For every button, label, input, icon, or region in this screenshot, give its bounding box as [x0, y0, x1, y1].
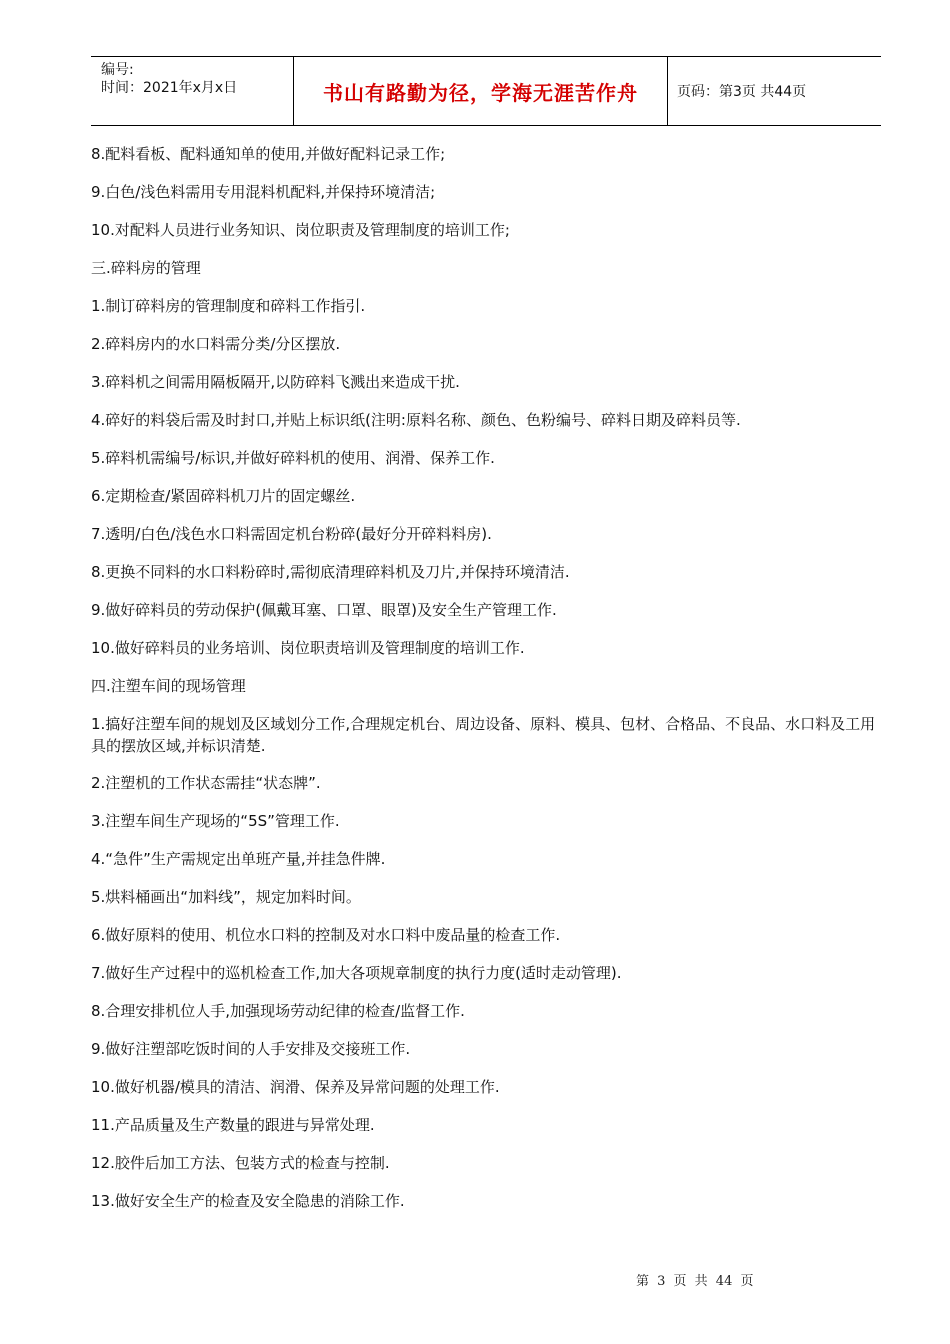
list-item: 7.做好生产过程中的巡机检查工作,加大各项规章制度的执行力度(适时走动管理).: [91, 964, 622, 982]
list-item: 5.烘料桶画出“加料线”，规定加料时间。: [91, 888, 361, 906]
section-heading: 四.注塑车间的现场管理: [91, 677, 246, 695]
page-info: 页码：第3页 共44页: [677, 84, 807, 100]
list-item: 3.注塑车间生产现场的“5S”管理工作.: [91, 812, 340, 830]
list-item: 11.产品质量及生产数量的跟进与异常处理.: [91, 1116, 375, 1134]
list-item: 2.碎料房内的水口料需分类/分区摆放.: [91, 335, 341, 353]
list-item: 2.注塑机的工作状态需挂“状态牌”.: [91, 774, 321, 792]
list-item: 10.对配料人员进行业务知识、岗位职责及管理制度的培训工作;: [91, 221, 510, 239]
list-item: 6.做好原料的使用、机位水口料的控制及对水口料中废品量的检查工作.: [91, 926, 561, 944]
list-item: 4.“急件”生产需规定出单班产量,并挂急件牌.: [91, 850, 386, 868]
list-item: 7.透明/白色/浅色水口料需固定机台粉碎(最好分开碎料料房).: [91, 525, 492, 543]
list-item: 1.制订碎料房的管理制度和碎料工作指引.: [91, 297, 366, 315]
header-meta: [91, 57, 293, 125]
header-page-cell: [667, 57, 881, 125]
list-item: 12.胶件后加工方法、包装方式的检查与控制.: [91, 1154, 390, 1172]
time-label: 时间：2021年x月x日: [101, 80, 238, 96]
list-item: 5.碎料机需编号/标识,并做好碎料机的使用、润滑、保养工作.: [91, 449, 495, 467]
header-motto-cell: [293, 57, 668, 125]
list-item: 13.做好安全生产的检查及安全隐患的消除工作.: [91, 1192, 405, 1210]
document-header: [91, 56, 881, 126]
list-item: 8.合理安排机位人手,加强现场劳动纪律的检查/监督工作.: [91, 1002, 465, 1020]
list-item: 9.做好注塑部吃饭时间的人手安排及交接班工作.: [91, 1040, 411, 1058]
list-item: 8.更换不同料的水口料粉碎时,需彻底清理碎料机及刀片,并保持环境清洁.: [91, 563, 570, 581]
list-item: 3.碎料机之间需用隔板隔开,以防碎料飞溅出来造成干扰.: [91, 373, 460, 391]
list-item: 10.做好碎料员的业务培训、岗位职责培训及管理制度的培训工作.: [91, 639, 525, 657]
section-heading: 三.碎料房的管理: [91, 259, 201, 277]
list-item: 4.碎好的料袋后需及时封口,并贴上标识纸(注明:原料名称、颜色、色粉编号、碎料日期及碎料员等.: [91, 411, 741, 429]
list-item: 1.搞好注塑车间的规划及区域划分工作,合理规定机台、周边设备、原料、模具、包材、合格品、不良品、水口料及工用具的摆放区域,并标识清楚.: [91, 715, 876, 755]
page-footer: 第 3 页 共 44 页: [636, 1274, 754, 1289]
number-label: 编号:: [101, 62, 134, 78]
list-item: 10.做好机器/模具的清洁、润滑、保养及异常问题的处理工作.: [91, 1078, 500, 1096]
list-item: 9.白色/浅色料需用专用混料机配料,并保持环境清洁;: [91, 183, 436, 201]
list-item: 9.做好碎料员的劳动保护(佩戴耳塞、口罩、眼罩)及安全生产管理工作.: [91, 601, 557, 619]
list-item: 8.配料看板、配料通知单的使用,并做好配料记录工作;: [91, 145, 446, 163]
document-body: [91, 143, 881, 1228]
motto-text: 书山有路勤为径，学海无涯苦作舟: [323, 80, 638, 105]
list-item: 6.定期检查/紧固碎料机刀片的固定螺丝.: [91, 487, 356, 505]
